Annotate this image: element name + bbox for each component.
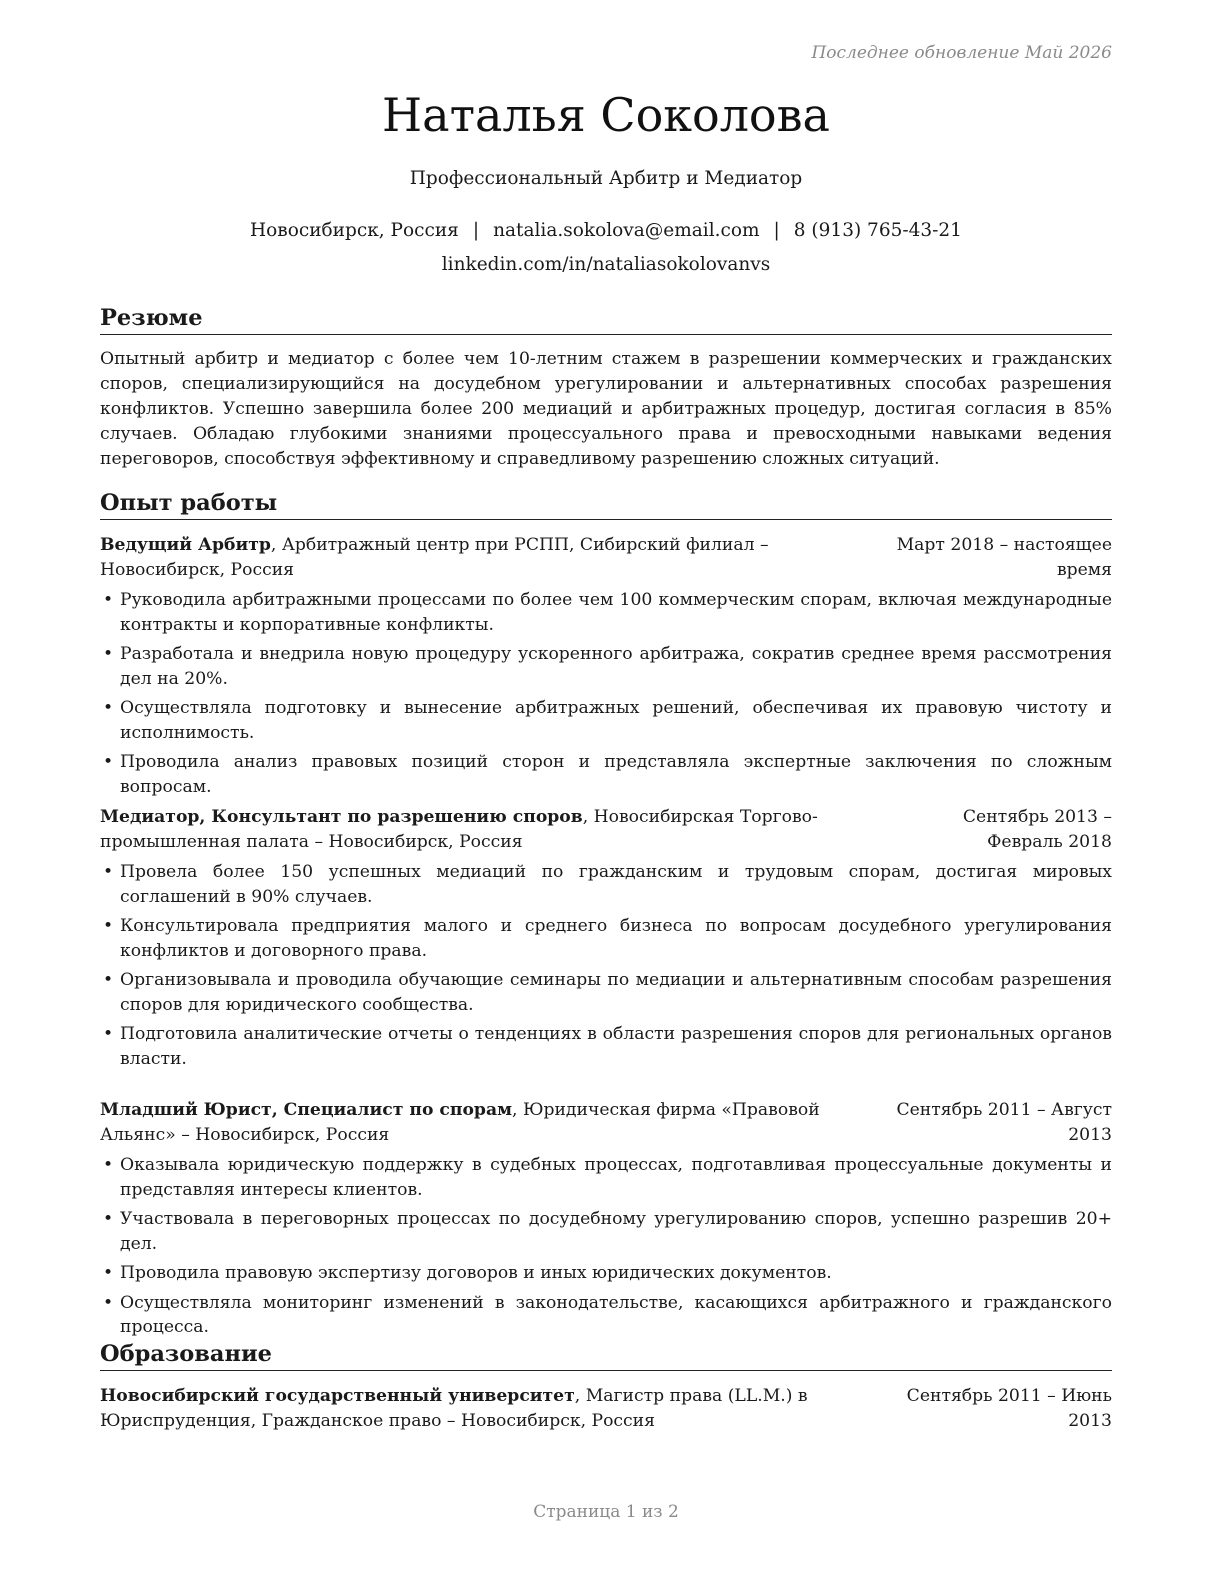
education-institution: Новосибирский государственный университет	[100, 1386, 575, 1406]
experience-heading: Опыт работы	[100, 489, 1112, 520]
summary-text: Опытный арбитр и медиатор с более чем 10-летним стажем в разрешении коммерческих и гражданских споров, специализирующийся на досудебном урегулировании и альтернативных способах разрешения конфликтов. Успешно завершила более 200 медиаций и арбитражных процедур, достигая согласия в 85% случаев. Обладаю глубокими знаниями процессуального права и превосходными навыками ведения переговоров, способствуя эффективному и справедливому разрешению сложных ситуаций.	[100, 349, 1112, 469]
candidate-name: Наталья Соколова	[382, 88, 830, 142]
contact-separator: |	[773, 220, 780, 241]
job-role: Младший Юрист, Специалист по спорам	[100, 1100, 513, 1120]
education-heading: Образование	[100, 1340, 1112, 1371]
job-bullets	[100, 1153, 1112, 1340]
job-role: Ведущий Арбитр	[100, 535, 271, 555]
job-organization: , Арбитражный центр при РСПП, Сибирский филиал – Новосибирск, Россия	[100, 535, 769, 580]
education-title-line	[100, 1384, 875, 1433]
page-number: Страница 1 из 2	[533, 1502, 679, 1522]
job-entry	[100, 1098, 1112, 1345]
bullet-item: • Руководила арбитражными процессами по более чем 100 коммерческим спорам, включая международные контракты и корпоративные конфликты.	[100, 588, 1112, 637]
bullet-item: • Консультировала предприятия малого и среднего бизнеса по вопросам досудебного урегулирования конфликтов и договорного права.	[100, 914, 1112, 963]
bullet-item: • Проводила правовую экспертизу договоров и иных юридических документов.	[100, 1261, 1112, 1286]
resume-page	[100, 0, 1112, 1584]
contact-line	[100, 220, 1112, 241]
bullet-item: • Провела более 150 успешных медиаций по гражданским и трудовым спорам, достигая мировых соглашений в 90% случаев.	[100, 860, 1112, 909]
education-header	[100, 1384, 1112, 1433]
job-header	[100, 805, 1112, 854]
job-role: Медиатор, Консультант по разрешению споров	[100, 807, 583, 827]
education-dates: Сентябрь 2011 – Июнь 2013	[906, 1386, 1112, 1431]
bullet-item: • Участвовала в переговорных процессах по досудебному урегулированию споров, успешно разрешив 20+ дел.	[100, 1207, 1112, 1256]
candidate-title: Профессиональный Арбитр и Медиатор	[409, 168, 803, 189]
location-text: Новосибирск, Россия	[250, 220, 459, 241]
job-title-line	[100, 533, 875, 582]
education-entry	[100, 1384, 1112, 1433]
job-dates: Сентябрь 2013 – Февраль 2018	[962, 807, 1112, 852]
job-bullets	[100, 588, 1112, 799]
job-dates: Март 2018 – настоящее время	[896, 535, 1112, 580]
bullet-item: • Осуществляла мониторинг изменений в законодательстве, касающихся арбитражного и гражданского процесса.	[100, 1291, 1112, 1340]
contact-separator: |	[472, 220, 480, 241]
job-entry	[100, 533, 1112, 804]
bullet-item: • Разработала и внедрила новую процедуру ускоренного арбитража, сократив среднее время рассмотрения дел на 20%.	[100, 642, 1112, 691]
email-link[interactable]: natalia.sokolova@email.com	[493, 220, 760, 241]
job-entry	[100, 805, 1112, 1076]
job-bullets	[100, 860, 1112, 1071]
job-header	[100, 1098, 1112, 1147]
job-title-line	[100, 1098, 875, 1147]
job-organization: , Юридическая фирма «Правовой Альянс» – Новосибирск, Россия	[100, 1100, 820, 1145]
job-title-line	[100, 805, 875, 854]
last-updated-note: Последнее обновление Май 2026	[811, 43, 1112, 63]
linkedin-link[interactable]: linkedin.com/in/nataliasokolovanvs	[441, 254, 771, 275]
job-organization: , Новосибирская Торгово-промышленная палата – Новосибирск, Россия	[100, 807, 818, 852]
phone-text: 8 (913) 765-43-21	[793, 220, 962, 241]
bullet-item: • Осуществляла подготовку и вынесение арбитражных решений, обеспечивая их правовую чистоту и исполнимость.	[100, 696, 1112, 745]
bullet-item: • Проводила анализ правовых позиций сторон и представляла экспертные заключения по сложным вопросам.	[100, 750, 1112, 799]
job-dates: Сентябрь 2011 – Август 2013	[896, 1100, 1112, 1145]
job-header	[100, 533, 1112, 582]
education-details: , Магистр права (LL.M.) в Юриспруденция, Гражданское право – Новосибирск, Россия	[100, 1386, 808, 1431]
bullet-item: • Оказывала юридическую поддержку в судебных процессах, подготавливая процессуальные документы и представляя интересы клиентов.	[100, 1153, 1112, 1202]
bullet-item: • Организовывала и проводила обучающие семинары по медиации и альтернативным способам разрешения споров для юридического сообщества.	[100, 968, 1112, 1017]
summary-heading: Резюме	[100, 304, 1112, 335]
bullet-item: • Подготовила аналитические отчеты о тенденциях в области разрешения споров для региональных органов власти.	[100, 1022, 1112, 1071]
